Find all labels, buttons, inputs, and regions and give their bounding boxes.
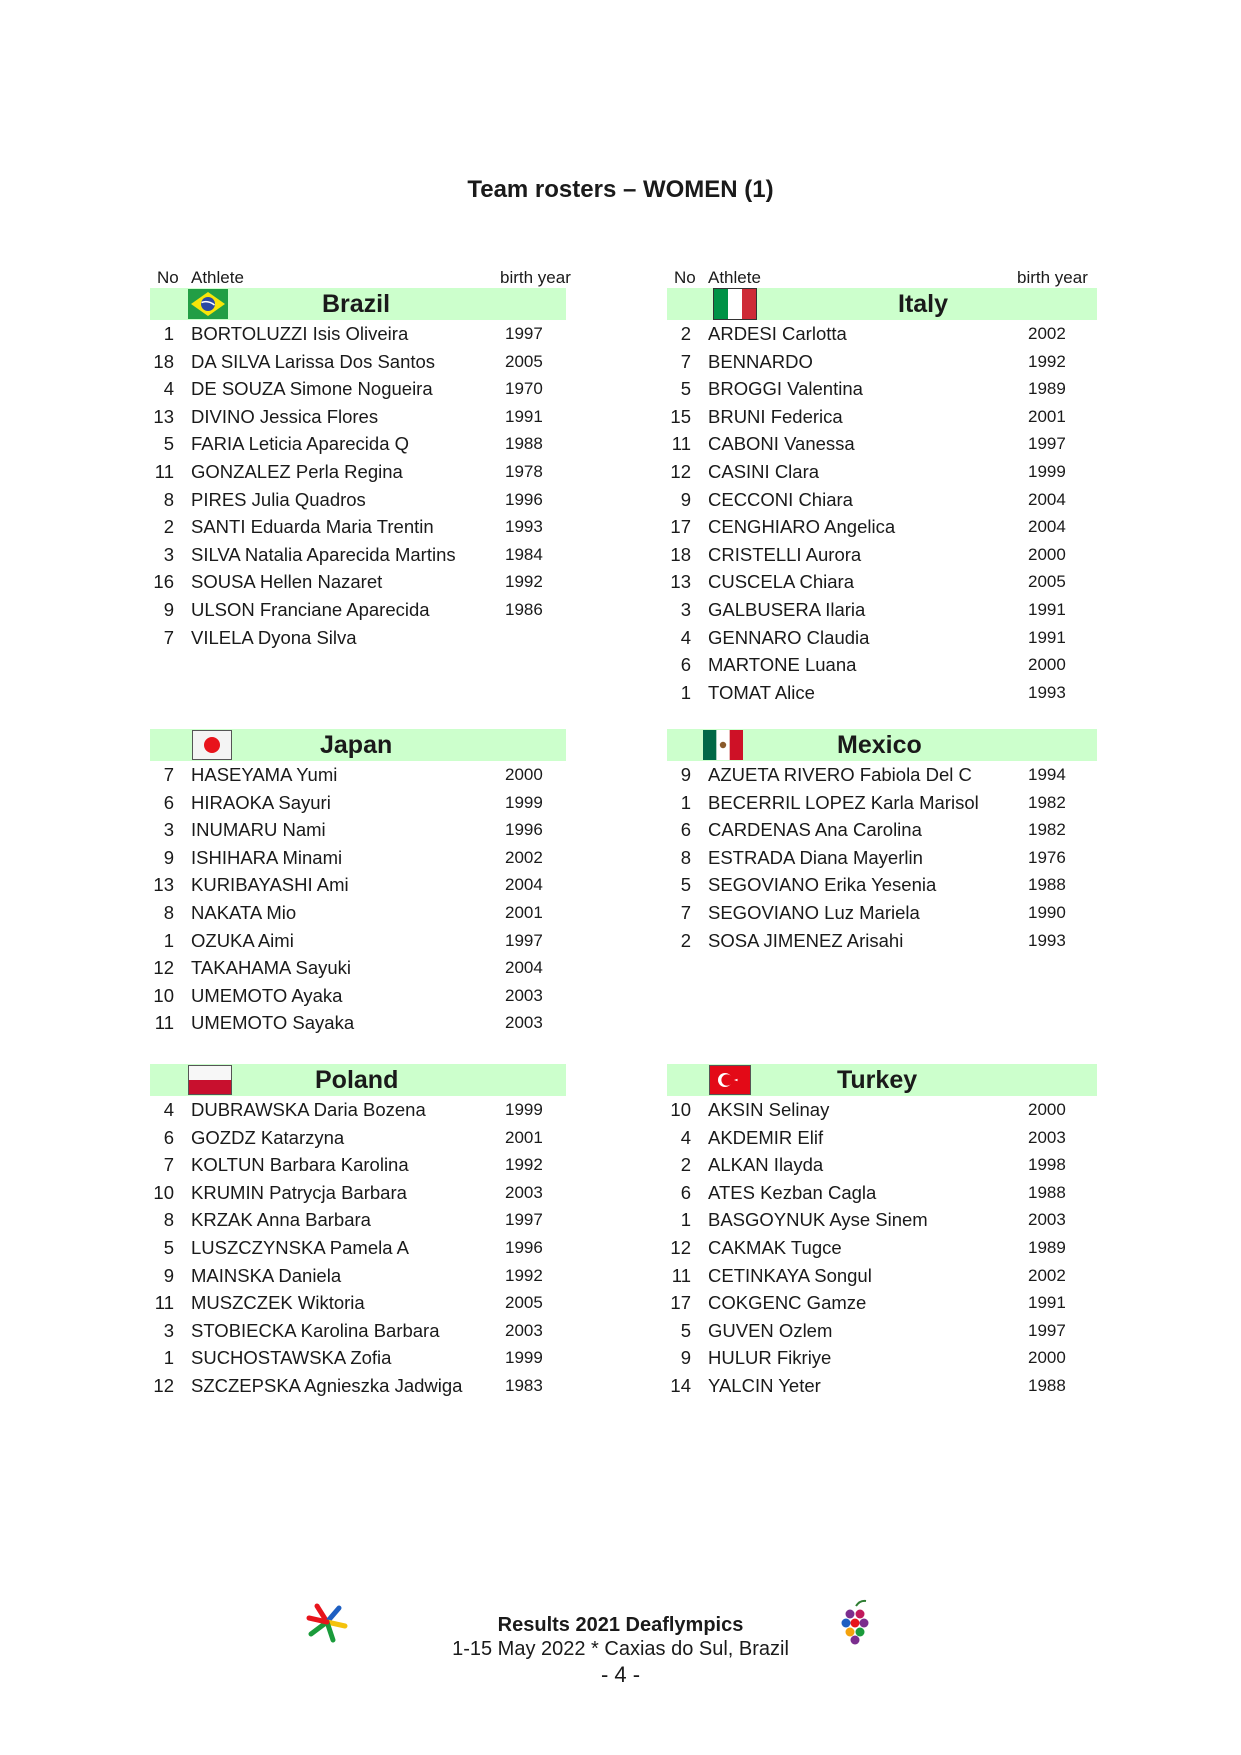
athlete-row [150, 320, 566, 348]
athlete-name: FARIA Leticia Aparecida Q [191, 433, 410, 455]
athlete-number: 8 [163, 488, 174, 510]
athlete-row [150, 982, 566, 1010]
athlete-row [667, 679, 1097, 707]
athlete-name: STOBIECKA Karolina Barbara [191, 1319, 440, 1341]
poland-flag-icon [188, 1065, 232, 1095]
athlete-name: BASGOYNUK Ayse Sinem [708, 1209, 928, 1231]
athlete-number: 7 [163, 626, 174, 648]
athlete-name: CENGHIARO Angelica [708, 516, 896, 538]
athlete-row [667, 1372, 1097, 1400]
team-name: Mexico [837, 731, 922, 759]
col-header-no-right: No [674, 268, 696, 287]
athlete-list [667, 1096, 1097, 1400]
athlete-name: TAKAHAMA Sayuki [191, 957, 352, 979]
col-header-athlete-left: Athlete [191, 268, 244, 287]
athlete-birth-year: 2000 [1028, 1348, 1066, 1368]
athlete-name: VILELA Dyona Silva [191, 626, 357, 648]
japan-flag-icon [192, 730, 232, 760]
athlete-row [150, 403, 566, 431]
athlete-birth-year: 1988 [1028, 875, 1066, 895]
brazil-flag-icon [188, 289, 228, 319]
athlete-name: SZCZEPSKA Agnieszka Jadwiga [191, 1374, 463, 1396]
athlete-birth-year: 2000 [1028, 655, 1066, 675]
page-title: Team rosters – WOMEN (1) [467, 176, 774, 203]
athlete-birth-year: 1982 [1028, 792, 1066, 812]
team-block-italy [667, 288, 1097, 706]
athlete-number: 4 [163, 378, 174, 400]
athlete-number: 2 [163, 516, 174, 538]
athlete-number: 8 [163, 901, 174, 923]
athlete-number: 9 [163, 1264, 174, 1286]
team-header [667, 729, 1097, 761]
athlete-birth-year: 1993 [1028, 930, 1066, 950]
athlete-row [667, 1234, 1097, 1262]
athlete-birth-year: 2002 [1028, 324, 1066, 343]
athlete-name: HASEYAMA Yumi [191, 764, 338, 785]
team-block-poland [150, 1064, 566, 1400]
athlete-number: 10 [153, 984, 174, 1006]
athlete-name: MARTONE Luana [708, 654, 857, 676]
athlete-birth-year: 2002 [505, 847, 543, 867]
athlete-row [150, 954, 566, 982]
footer-page-number: - 4 - [600, 1662, 641, 1687]
athlete-number: 9 [163, 598, 174, 620]
athlete-list [667, 761, 1097, 954]
athlete-birth-year: 1999 [505, 1348, 543, 1368]
athlete-name: ATES Kezban Cagla [708, 1181, 877, 1203]
athlete-number: 7 [163, 1154, 174, 1176]
athlete-number: 8 [163, 1209, 174, 1231]
athlete-name: MUSZCZEK Wiktoria [191, 1292, 365, 1314]
athlete-row [150, 458, 566, 486]
athlete-row [667, 458, 1097, 486]
athlete-row [150, 1344, 566, 1372]
col-header-birth-year-left: birth year [500, 268, 571, 287]
athlete-row [150, 927, 566, 955]
athlete-number: 6 [680, 654, 691, 676]
team-name: Japan [320, 731, 393, 759]
team-name: Turkey [837, 1066, 918, 1094]
athlete-birth-year: 1999 [505, 792, 543, 812]
athlete-row [667, 1262, 1097, 1290]
athlete-name: CABONI Vanessa [708, 433, 855, 455]
athlete-birth-year: 1978 [505, 461, 543, 481]
athlete-name: SEGOVIANO Erika Yesenia [708, 874, 937, 896]
athlete-name: GOZDZ Katarzyna [191, 1126, 345, 1148]
athlete-birth-year: 2003 [1028, 1210, 1066, 1230]
athlete-name: AKSIN Selinay [708, 1099, 830, 1120]
athlete-birth-year: 2000 [505, 765, 543, 784]
athlete-birth-year: 2001 [505, 1127, 543, 1147]
athlete-name: CASINI Clara [708, 460, 820, 482]
athlete-number: 11 [671, 433, 691, 455]
athlete-birth-year: 1982 [1028, 820, 1066, 840]
team-name: Italy [898, 290, 949, 318]
athlete-number: 5 [680, 874, 691, 896]
athlete-number: 9 [163, 846, 174, 868]
athlete-name: ALKAN Ilayda [708, 1154, 824, 1176]
athlete-list [667, 320, 1097, 706]
col-header-athlete-right: Athlete [708, 268, 761, 287]
athlete-row [667, 899, 1097, 927]
athlete-birth-year: 2003 [505, 1182, 543, 1202]
athlete-number: 18 [670, 543, 691, 565]
athlete-name: OZUKA Aimi [191, 929, 294, 951]
athlete-number: 1 [680, 681, 691, 703]
athlete-number: 15 [670, 405, 691, 427]
athlete-row [667, 927, 1097, 955]
athlete-name: NAKATA Mio [191, 901, 297, 923]
team-header [150, 288, 566, 320]
athlete-birth-year: 2000 [1028, 1100, 1066, 1119]
athlete-name: SOUSA Hellen Nazaret [191, 571, 383, 593]
athlete-row [667, 320, 1097, 348]
athlete-number: 3 [680, 598, 691, 620]
athlete-birth-year: 1988 [505, 434, 543, 454]
athlete-number: 4 [680, 626, 691, 648]
team-block-brazil [150, 288, 566, 651]
athlete-birth-year: 1999 [505, 1100, 543, 1119]
athlete-birth-year: 1992 [505, 1265, 543, 1285]
athlete-number: 10 [153, 1181, 174, 1203]
athlete-row [667, 1317, 1097, 1345]
athlete-birth-year: 1993 [1028, 682, 1066, 702]
athlete-birth-year: 1984 [505, 544, 543, 564]
athlete-row [150, 1009, 566, 1037]
athlete-number: 16 [153, 571, 174, 593]
athlete-name: SOSA JIMENEZ Arisahi [708, 929, 904, 951]
athlete-list [150, 320, 566, 651]
athlete-birth-year: 1999 [1028, 461, 1066, 481]
athlete-list [150, 1096, 566, 1400]
athlete-number: 1 [680, 791, 691, 813]
athlete-number: 11 [154, 1012, 174, 1034]
athlete-row [667, 568, 1097, 596]
athlete-number: 11 [154, 1292, 174, 1314]
athlete-name: UMEMOTO Sayaka [191, 1012, 355, 1034]
athlete-name: KRZAK Anna Barbara [191, 1209, 371, 1231]
athlete-number: 3 [163, 819, 174, 841]
athlete-number: 6 [680, 1181, 691, 1203]
athlete-row [667, 761, 1097, 789]
athlete-name: BECERRIL LOPEZ Karla Marisol [708, 791, 979, 813]
athlete-birth-year: 1996 [505, 489, 543, 509]
team-block-turkey [667, 1064, 1097, 1400]
footer-event-dates: 1-15 May 2022 * Caxias do Sul, Brazil [452, 1638, 789, 1660]
athlete-row [667, 403, 1097, 431]
athlete-birth-year: 1970 [505, 379, 543, 399]
athlete-name: ULSON Franciane Aparecida [191, 598, 430, 620]
athlete-number: 6 [163, 1126, 174, 1148]
athlete-row [667, 430, 1097, 458]
athlete-birth-year: 2001 [505, 902, 543, 922]
athlete-row [150, 348, 566, 376]
athlete-row [667, 871, 1097, 899]
athlete-number: 13 [153, 874, 174, 896]
athlete-name: ISHIHARA Minami [191, 846, 343, 868]
athlete-row [667, 1151, 1097, 1179]
athlete-number: 1 [680, 1209, 691, 1231]
athlete-row [150, 789, 566, 817]
athlete-number: 5 [680, 1319, 691, 1341]
athlete-number: 3 [163, 543, 174, 565]
athlete-row [667, 1096, 1097, 1124]
turkey-flag-icon [709, 1065, 751, 1095]
athlete-number: 4 [163, 1099, 174, 1120]
athlete-number: 14 [670, 1374, 691, 1396]
athlete-birth-year: 1997 [1028, 434, 1066, 454]
athlete-row [667, 1179, 1097, 1207]
athlete-name: KURIBAYASHI Ami [191, 874, 349, 896]
athlete-number: 9 [680, 764, 691, 785]
team-name: Poland [315, 1066, 399, 1094]
athlete-name: DE SOUZA Simone Nogueira [191, 378, 433, 400]
athlete-row [150, 816, 566, 844]
athlete-birth-year: 1988 [1028, 1375, 1066, 1395]
col-header-birth-year-right: birth year [1017, 268, 1088, 287]
athlete-birth-year: 1991 [505, 406, 543, 426]
athlete-row [150, 1151, 566, 1179]
athlete-row [150, 486, 566, 514]
athlete-birth-year: 1991 [1028, 1293, 1066, 1313]
athlete-number: 1 [163, 323, 174, 344]
athlete-number: 1 [163, 1347, 174, 1369]
athlete-row [150, 1179, 566, 1207]
athlete-row [667, 541, 1097, 569]
athlete-name: SUCHOSTAWSKA Zofia [191, 1347, 392, 1369]
athlete-name: YALCIN Yeter [708, 1374, 821, 1396]
athlete-number: 13 [670, 571, 691, 593]
athlete-name: GUVEN Ozlem [708, 1319, 833, 1341]
athlete-name: GALBUSERA Ilaria [708, 598, 866, 620]
athlete-number: 5 [163, 1236, 174, 1258]
athlete-number: 2 [680, 323, 691, 344]
athlete-name: CECCONI Chiara [708, 488, 853, 510]
athlete-number: 17 [670, 1292, 691, 1314]
athlete-row [150, 844, 566, 872]
athlete-name: BROGGI Valentina [708, 378, 863, 400]
athlete-row [667, 1289, 1097, 1317]
athlete-row [667, 1124, 1097, 1152]
athlete-row [667, 789, 1097, 817]
team-block-mexico [667, 729, 1097, 954]
athlete-name: TOMAT Alice [708, 681, 815, 703]
athlete-row [150, 761, 566, 789]
athlete-number: 6 [680, 819, 691, 841]
athlete-number: 1 [163, 929, 174, 951]
athlete-name: MAINSKA Daniela [191, 1264, 342, 1286]
athlete-birth-year: 2004 [505, 875, 543, 895]
athlete-name: DUBRAWSKA Daria Bozena [191, 1099, 426, 1120]
athlete-row [150, 1124, 566, 1152]
athlete-name: KRUMIN Patrycja Barbara [191, 1181, 407, 1203]
team-block-japan [150, 729, 566, 1037]
athlete-birth-year: 1986 [505, 599, 543, 619]
athlete-name: CRISTELLI Aurora [708, 543, 862, 565]
athlete-number: 7 [680, 350, 691, 372]
athlete-row [150, 513, 566, 541]
athlete-birth-year: 2005 [505, 351, 543, 371]
mexico-flag-icon [703, 730, 743, 760]
athlete-birth-year: 1998 [1028, 1155, 1066, 1175]
athlete-birth-year: 1992 [505, 1155, 543, 1175]
athlete-name: DA SILVA Larissa Dos Santos [191, 350, 436, 372]
athlete-birth-year: 2003 [505, 1320, 543, 1340]
athlete-name: SILVA Natalia Aparecida Martins [191, 543, 456, 565]
athlete-name: UMEMOTO Ayaka [191, 984, 343, 1006]
athlete-birth-year: 1997 [505, 324, 543, 343]
athlete-name: ESTRADA Diana Mayerlin [708, 846, 923, 868]
team-header [150, 1064, 566, 1096]
athlete-row [667, 513, 1097, 541]
athlete-name: DIVINO Jessica Flores [191, 405, 379, 427]
athlete-row [150, 1262, 566, 1290]
athlete-name: AKDEMIR Elif [708, 1126, 824, 1148]
athlete-birth-year: 2005 [505, 1293, 543, 1313]
athlete-birth-year: 1983 [505, 1375, 543, 1395]
athlete-birth-year: 2001 [1028, 406, 1066, 426]
athlete-birth-year: 1997 [505, 930, 543, 950]
athlete-birth-year: 1997 [1028, 1320, 1066, 1340]
athlete-name: GENNARO Claudia [708, 626, 870, 648]
athlete-name: HULUR Fikriye [708, 1347, 832, 1369]
team-header [667, 288, 1097, 320]
athlete-birth-year: 2004 [505, 958, 543, 978]
athlete-row [667, 375, 1097, 403]
athlete-birth-year: 1989 [1028, 1237, 1066, 1257]
athlete-birth-year: 1976 [1028, 847, 1066, 867]
athlete-birth-year: 1993 [505, 517, 543, 537]
athlete-row [150, 871, 566, 899]
athlete-name: BRUNI Federica [708, 405, 843, 427]
athlete-row [667, 651, 1097, 679]
athlete-birth-year: 2004 [1028, 517, 1066, 537]
athlete-row [150, 624, 566, 652]
athlete-name: PIRES Julia Quadros [191, 488, 366, 510]
athlete-number: 4 [680, 1126, 691, 1148]
athlete-number: 8 [680, 846, 691, 868]
athlete-birth-year: 1996 [505, 820, 543, 840]
athlete-row [150, 1317, 566, 1345]
athlete-row [667, 624, 1097, 652]
athlete-number: 9 [680, 488, 691, 510]
athlete-number: 17 [670, 516, 691, 538]
athlete-row [150, 1096, 566, 1124]
athlete-birth-year: 1992 [1028, 351, 1066, 371]
athlete-birth-year: 1991 [1028, 627, 1066, 647]
athlete-number: 11 [671, 1264, 691, 1286]
athlete-number: 13 [153, 405, 174, 427]
athlete-number: 11 [154, 460, 174, 482]
athlete-name: BORTOLUZZI Isis Oliveira [191, 323, 409, 344]
athlete-number: 12 [670, 460, 691, 482]
athlete-row [150, 1206, 566, 1234]
athlete-birth-year: 2000 [1028, 544, 1066, 564]
athlete-row [150, 899, 566, 927]
italy-flag-icon [713, 288, 757, 320]
athlete-name: INUMARU Nami [191, 819, 326, 841]
athlete-number: 2 [680, 1154, 691, 1176]
athlete-birth-year: 2003 [505, 1013, 543, 1033]
athlete-number: 3 [163, 1319, 174, 1341]
athlete-birth-year: 1989 [1028, 379, 1066, 399]
athlete-name: CETINKAYA Songul [708, 1264, 872, 1286]
athlete-birth-year: 1988 [1028, 1182, 1066, 1202]
col-header-no-left: No [157, 268, 179, 287]
athlete-row [667, 596, 1097, 624]
athlete-number: 9 [680, 1347, 691, 1369]
athlete-name: ARDESI Carlotta [708, 323, 847, 344]
athlete-number: 12 [670, 1236, 691, 1258]
athlete-number: 5 [680, 378, 691, 400]
athlete-birth-year: 2003 [505, 985, 543, 1005]
athlete-row [667, 486, 1097, 514]
athlete-name: GONZALEZ Perla Regina [191, 460, 403, 482]
athlete-row [150, 541, 566, 569]
athlete-row [667, 1344, 1097, 1372]
athlete-row [150, 1234, 566, 1262]
athlete-name: CARDENAS Ana Carolina [708, 819, 922, 841]
athlete-row [150, 596, 566, 624]
athlete-name: SANTI Eduarda Maria Trentin [191, 516, 434, 538]
athlete-birth-year: 1996 [505, 1237, 543, 1257]
athlete-row [150, 1289, 566, 1317]
athlete-name: HIRAOKA Sayuri [191, 791, 331, 813]
athlete-row [150, 1372, 566, 1400]
athlete-row [150, 430, 566, 458]
athlete-row [667, 844, 1097, 872]
athlete-name: CAKMAK Tugce [708, 1236, 842, 1258]
athlete-birth-year: 2005 [1028, 572, 1066, 592]
athlete-number: 18 [153, 350, 174, 372]
team-header [667, 1064, 1097, 1096]
athlete-list [150, 761, 566, 1037]
athlete-row [150, 568, 566, 596]
athlete-name: CUSCELA Chiara [708, 571, 855, 593]
athlete-name: BENNARDO [708, 350, 813, 372]
athlete-birth-year: 1997 [505, 1210, 543, 1230]
athlete-row [667, 1206, 1097, 1234]
athlete-birth-year: 2003 [1028, 1127, 1066, 1147]
athlete-number: 6 [163, 791, 174, 813]
athlete-name: LUSZCZYNSKA Pamela A [191, 1236, 409, 1258]
athlete-number: 10 [670, 1099, 691, 1120]
athlete-birth-year: 1991 [1028, 599, 1066, 619]
team-header [150, 729, 566, 761]
athlete-birth-year: 1994 [1028, 765, 1066, 784]
athlete-birth-year: 1992 [505, 572, 543, 592]
athlete-number: 12 [153, 957, 174, 979]
athlete-row [150, 375, 566, 403]
athlete-number: 2 [680, 929, 691, 951]
athlete-birth-year: 1990 [1028, 902, 1066, 922]
athlete-name: KOLTUN Barbara Karolina [191, 1154, 409, 1176]
athlete-name: COKGENC Gamze [708, 1292, 867, 1314]
athlete-birth-year: 2002 [1028, 1265, 1066, 1285]
athlete-name: SEGOVIANO Luz Mariela [708, 901, 920, 923]
athlete-row [667, 348, 1097, 376]
athlete-number: 12 [153, 1374, 174, 1396]
athlete-number: 5 [163, 433, 174, 455]
athlete-number: 7 [680, 901, 691, 923]
footer-event-title: Results 2021 Deaflympics [497, 1614, 744, 1636]
team-name: Brazil [322, 290, 391, 318]
athlete-row [667, 816, 1097, 844]
athlete-number: 7 [163, 764, 174, 785]
athlete-name: AZUETA RIVERO Fabiola Del C [708, 764, 972, 785]
athlete-birth-year: 2004 [1028, 489, 1066, 509]
